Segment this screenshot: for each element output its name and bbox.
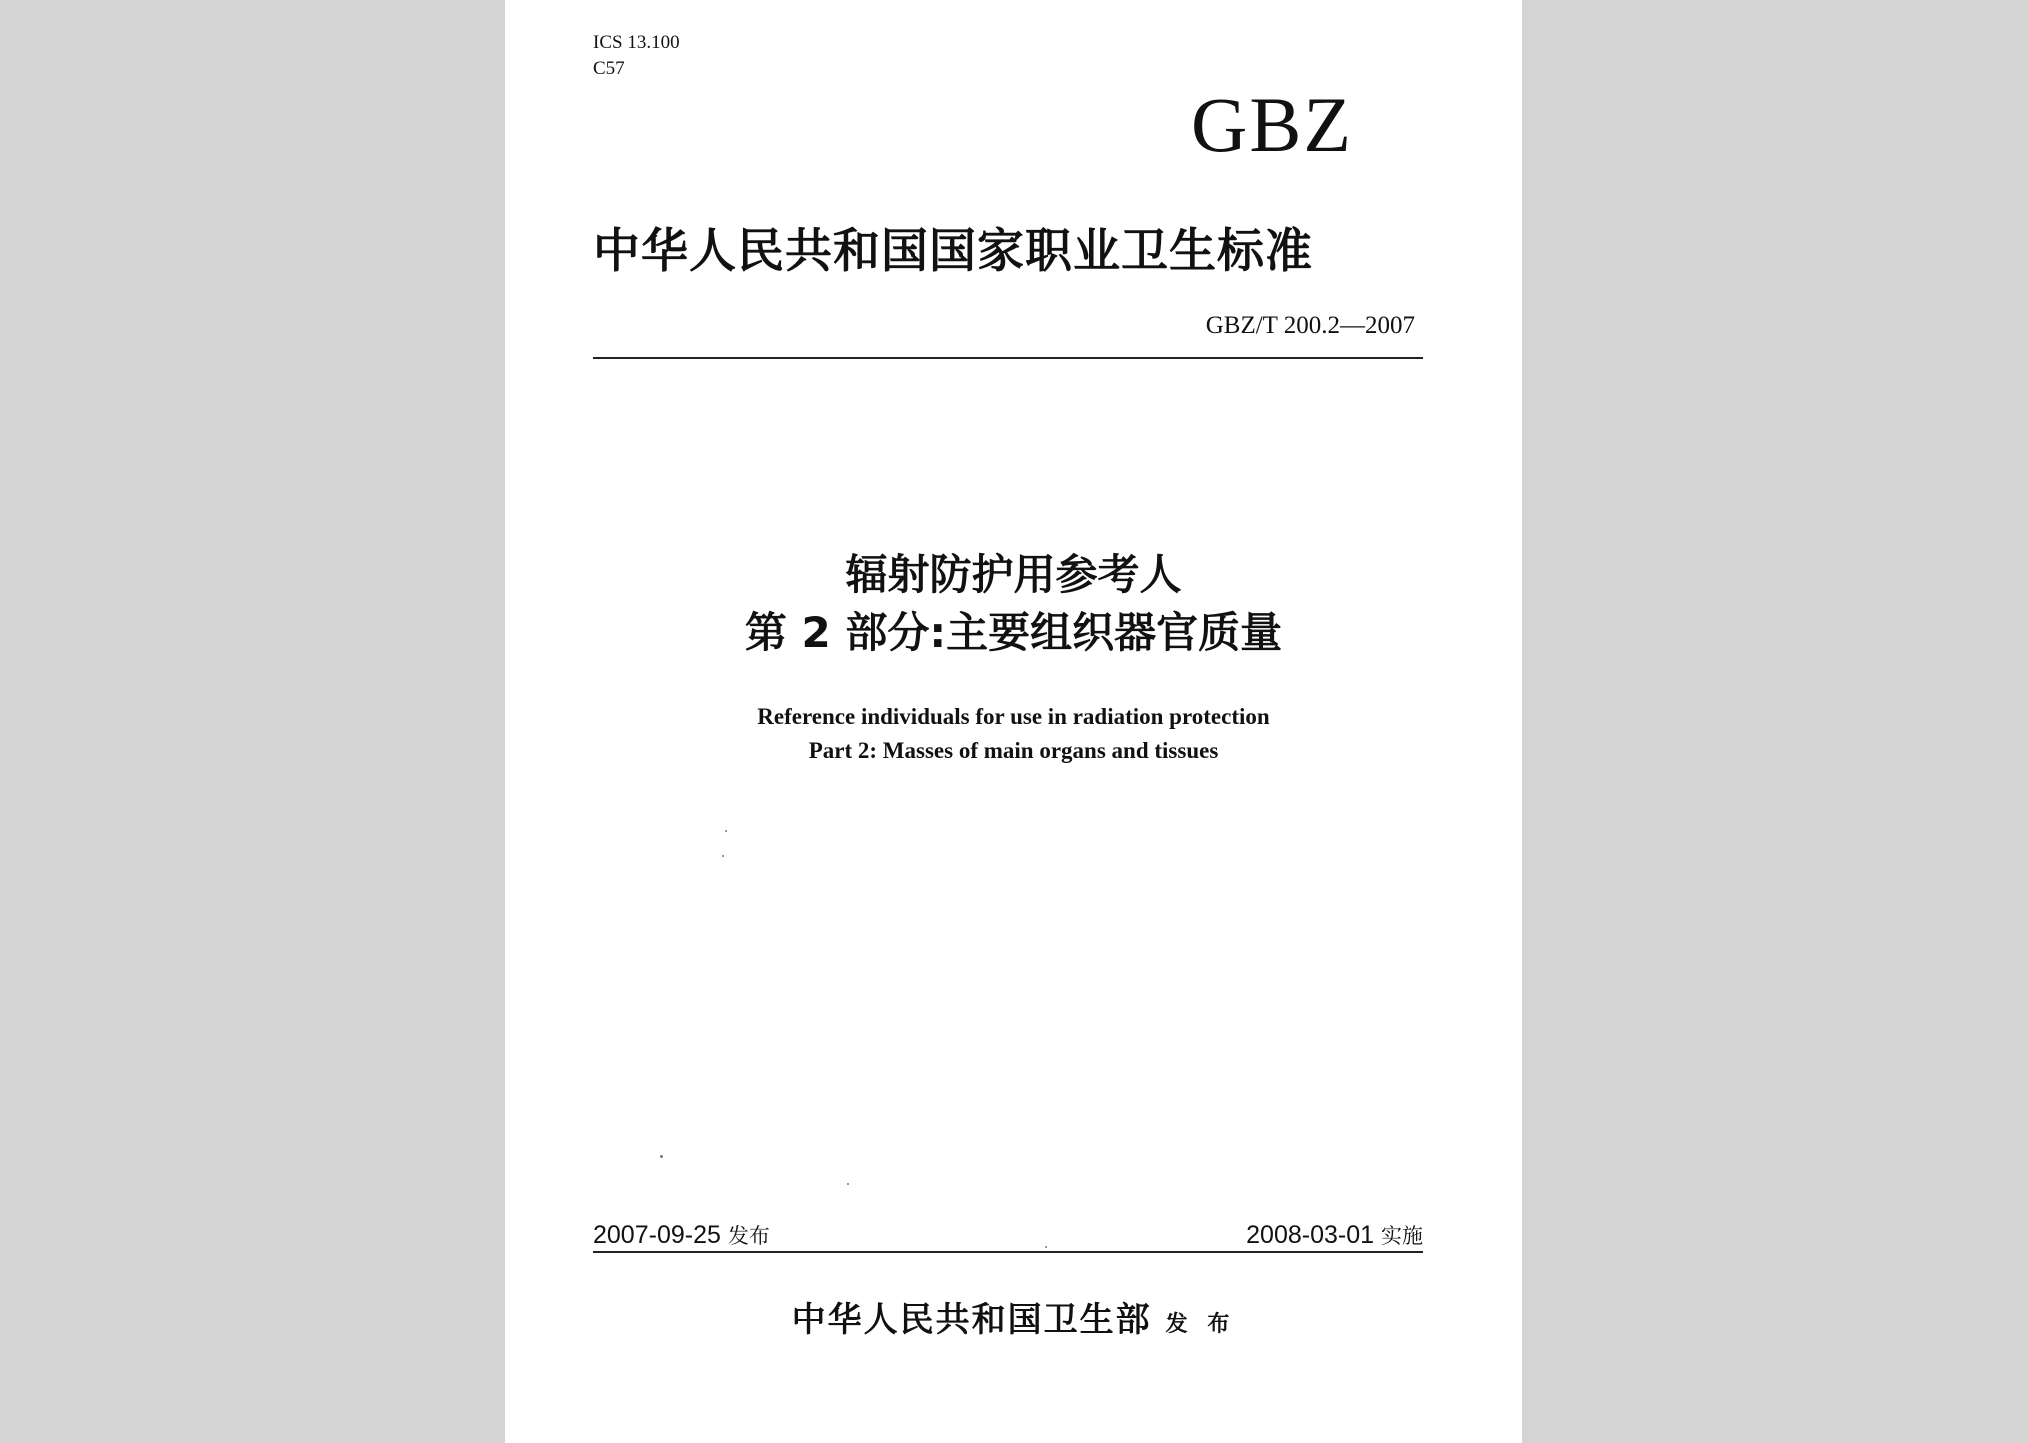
chinese-title-line-2: 第 2 部分:主要组织器官质量 [744, 608, 1283, 657]
standard-number: GBZ/T 200.2—2007 [1205, 312, 1415, 339]
chinese-title [505, 546, 1522, 662]
publisher-name: 中华人民共和国卫生部 [791, 1300, 1152, 1340]
implement-date: 2008-03-01 [1246, 1221, 1375, 1249]
standard-mark: GBZ [1191, 81, 1353, 168]
standard-category-title: 中华人民共和国国家职业卫生标准 [593, 224, 1313, 279]
english-title-line-2: Part 2: Masses of main organs and tissues [808, 738, 1219, 763]
scan-speck [722, 855, 724, 857]
scan-speck [660, 1155, 663, 1158]
english-title-line-1: Reference individuals for use in radiation protection [757, 704, 1270, 729]
scan-speck [725, 830, 727, 832]
footer-divider [593, 1251, 1423, 1253]
ics-code: ICS 13.100 [593, 32, 680, 53]
scan-speck [1045, 1246, 1047, 1248]
implement-date-line [1246, 1218, 1423, 1253]
issue-label: 发布 [727, 1224, 770, 1248]
scan-speck [847, 1183, 849, 1185]
issue-date: 2007-09-25 [593, 1221, 721, 1249]
document-page [505, 0, 1522, 1443]
implement-label: 实施 [1381, 1224, 1423, 1248]
classification-codes [593, 30, 680, 82]
ccs-code: C57 [593, 58, 625, 79]
english-title [505, 700, 1522, 768]
publisher-line [505, 1298, 1522, 1346]
issue-date-line [593, 1218, 770, 1253]
chinese-title-line-1: 辐射防护用参考人 [845, 550, 1182, 599]
publisher-label: 发 布 [1165, 1311, 1236, 1337]
header-divider [593, 357, 1423, 359]
